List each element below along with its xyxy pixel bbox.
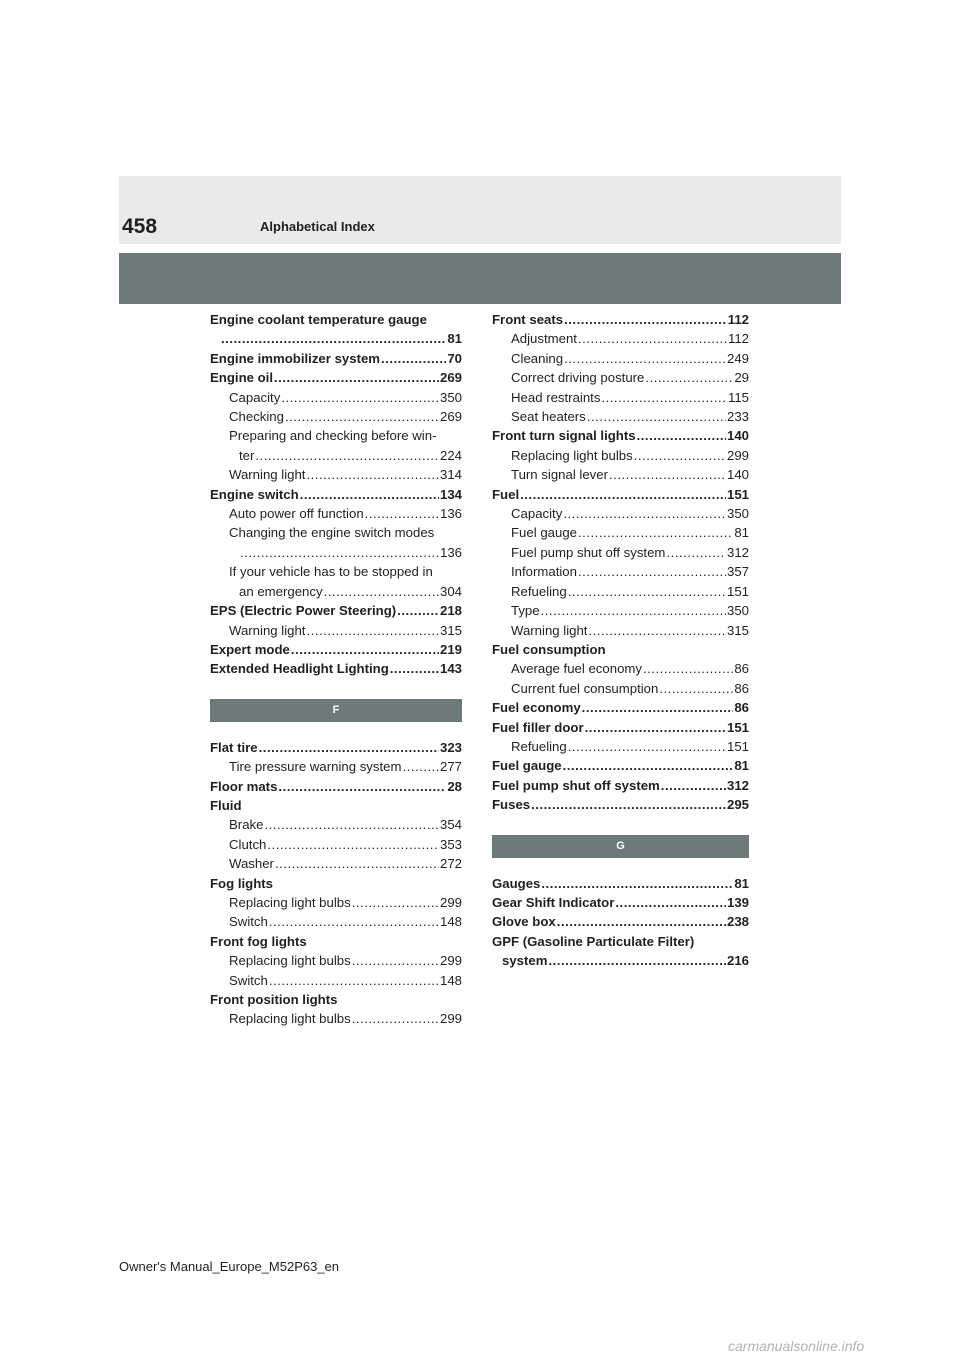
leader-dots <box>585 718 726 737</box>
index-subentry <box>492 659 749 678</box>
page-reference: 112 <box>727 312 749 327</box>
index-subentry <box>210 971 462 990</box>
leader-dots <box>240 543 439 562</box>
leader-dots <box>281 388 439 407</box>
page-reference: 218 <box>439 603 462 619</box>
leader-dots <box>578 523 733 542</box>
entry-label: ter <box>239 447 255 463</box>
header-band <box>119 253 841 304</box>
page-number: 458 <box>122 215 158 238</box>
leader-dots <box>300 485 439 504</box>
entry-label: Replacing light bulbs <box>511 447 633 463</box>
page-reference: 238 <box>726 914 749 930</box>
entry-label: Washer <box>229 856 274 872</box>
index-subentry <box>492 349 749 368</box>
index-subentry <box>492 407 749 426</box>
entry-label: Front fog lights <box>210 933 307 949</box>
entry-label: Fuel consumption <box>492 641 606 657</box>
page-reference: 29 <box>734 370 749 386</box>
leader-dots <box>541 874 733 893</box>
index-entry <box>210 796 462 815</box>
page-reference: 249 <box>726 350 749 366</box>
footer-text: Owner's Manual_Europe_M52P63_en <box>119 1259 340 1274</box>
leader-dots <box>259 738 439 757</box>
leader-dots <box>564 310 727 329</box>
entry-label: Engine oil <box>210 370 274 386</box>
index-subentry <box>492 621 749 640</box>
page-reference: 295 <box>726 797 749 813</box>
index-entry <box>210 368 462 387</box>
entry-label: Clutch <box>229 836 267 852</box>
entry-label: Fuel <box>492 486 520 502</box>
index-subentry <box>492 679 749 698</box>
page-reference: 136 <box>439 544 462 560</box>
entry-label: an emergency <box>239 583 323 599</box>
page-reference: 312 <box>726 777 749 793</box>
index-entry <box>210 310 462 329</box>
entry-label: Warning light <box>511 622 588 638</box>
index-entry <box>492 310 749 329</box>
leader-dots <box>269 971 439 990</box>
index-entry <box>492 718 749 737</box>
entry-label: Tire pressure warning system <box>229 759 402 775</box>
leader-dots <box>352 1009 439 1028</box>
entry-label: Expert mode <box>210 641 290 657</box>
page-reference: 70 <box>447 350 462 366</box>
leader-dots <box>643 659 733 678</box>
index-entry <box>210 738 462 757</box>
leader-dots <box>637 426 726 445</box>
page-reference: 115 <box>727 389 749 405</box>
entry-label: Checking <box>229 409 284 425</box>
page-reference: 148 <box>439 972 462 988</box>
leader-dots <box>306 621 439 640</box>
entry-label: Flat tire <box>210 739 258 755</box>
page-reference: 314 <box>439 467 462 483</box>
leader-dots <box>285 407 439 426</box>
page-reference: 272 <box>439 856 462 872</box>
index-entry <box>210 874 462 893</box>
entry-label: Front turn signal lights <box>492 428 636 444</box>
index-subentry <box>210 854 462 873</box>
page-reference: 269 <box>439 370 462 386</box>
leader-dots <box>274 368 439 387</box>
entry-label: Warning light <box>229 467 306 483</box>
index-subentry <box>210 407 462 426</box>
leader-dots <box>659 679 733 698</box>
page-reference: 28 <box>447 778 462 794</box>
leader-dots <box>390 659 439 678</box>
index-subentry <box>210 446 462 465</box>
leader-dots <box>221 329 446 348</box>
entry-label: Average fuel economy <box>511 661 642 677</box>
entry-label: Fuel pump shut off system <box>492 777 660 793</box>
leader-dots <box>563 756 734 775</box>
index-subentry <box>492 737 749 756</box>
entry-label: Brake <box>229 817 264 833</box>
index-entry <box>492 776 749 795</box>
page-reference: 143 <box>439 661 462 677</box>
leader-dots <box>645 368 733 387</box>
index-subentry <box>210 893 462 912</box>
leader-dots <box>587 407 726 426</box>
entry-label: Switch <box>229 914 268 930</box>
page-reference: 81 <box>734 525 749 541</box>
index-subentry <box>492 329 749 348</box>
index-entry <box>210 329 462 348</box>
entry-label: Refueling <box>511 738 567 754</box>
entry-label: GPF (Gasoline Particulate Filter) <box>492 933 695 949</box>
index-entry <box>210 349 462 368</box>
leader-dots <box>291 640 439 659</box>
entry-label: Replacing light bulbs <box>229 1011 351 1027</box>
page-reference: 219 <box>439 641 462 657</box>
leader-dots <box>324 582 439 601</box>
entry-label: Front position lights <box>210 992 338 1007</box>
leader-dots <box>264 815 439 834</box>
index-subentry <box>210 543 462 562</box>
index-entry <box>492 932 749 951</box>
leader-dots <box>397 601 439 620</box>
index-subentry <box>210 621 462 640</box>
page-reference: 136 <box>439 506 462 522</box>
page-reference: 148 <box>439 914 462 930</box>
entry-label: Capacity <box>511 506 563 522</box>
index-subentry <box>210 815 462 834</box>
index-entry <box>492 698 749 717</box>
leader-dots <box>267 835 439 854</box>
index-subentry <box>210 1009 462 1028</box>
index-subentry <box>210 835 462 854</box>
page-reference: 151 <box>726 738 749 754</box>
entry-label: Engine immobilizer system <box>210 350 381 366</box>
page-reference: 315 <box>726 622 749 638</box>
page-reference: 86 <box>734 661 749 677</box>
page-reference: 81 <box>734 758 749 774</box>
entry-label: Adjustment <box>511 331 577 347</box>
leader-dots <box>601 388 727 407</box>
index-subentry <box>492 562 749 581</box>
entry-label: Fuel filler door <box>492 719 584 735</box>
page-reference: 299 <box>439 953 462 969</box>
page-reference: 151 <box>726 719 749 735</box>
header-bar <box>119 176 841 244</box>
section-title: Alphabetical Index <box>260 219 375 234</box>
leader-dots <box>563 504 726 523</box>
entry-label: Fuses <box>492 797 531 813</box>
index-entry <box>492 951 749 970</box>
entry-label: Replacing light bulbs <box>229 894 351 910</box>
entry-label: Preparing and checking before win- <box>229 428 437 444</box>
index-subentry <box>492 543 749 562</box>
entry-label: Warning light <box>229 622 306 638</box>
entry-label: Turn signal lever <box>511 467 608 483</box>
entry-label: Capacity <box>229 389 281 405</box>
page-reference: 86 <box>734 700 749 716</box>
leader-dots <box>275 854 439 873</box>
index-entry <box>492 912 749 931</box>
page-reference: 315 <box>439 622 462 638</box>
index-entry <box>492 874 749 893</box>
entry-label: If your vehicle has to be stopped in <box>229 564 433 580</box>
page-reference: 81 <box>447 331 462 347</box>
entry-label: Refueling <box>511 583 567 599</box>
index-entry <box>210 601 462 620</box>
index-subentry <box>492 601 749 620</box>
entry-label: EPS (Electric Power Steering) <box>210 603 397 619</box>
index-subentry <box>492 504 749 523</box>
leader-dots <box>609 465 726 484</box>
page-reference: 357 <box>726 564 749 580</box>
entry-label: Auto power off function <box>229 506 364 522</box>
entry-label: Fuel gauge <box>492 758 562 774</box>
index-entry <box>492 640 749 659</box>
entry-label: Engine coolant temperature gauge <box>210 312 427 327</box>
index-entry <box>210 659 462 678</box>
index-subentry <box>492 388 749 407</box>
entry-label: Seat heaters <box>511 409 586 425</box>
leader-dots <box>568 582 726 601</box>
page-reference: 323 <box>439 739 462 755</box>
leader-dots <box>381 349 446 368</box>
page-reference: 86 <box>734 680 749 696</box>
leader-dots <box>666 543 726 562</box>
index-subentry <box>492 446 749 465</box>
index-entry <box>492 426 749 445</box>
index-subentry <box>210 582 462 601</box>
leader-dots <box>365 504 439 523</box>
leader-dots <box>578 562 726 581</box>
page-reference: 233 <box>726 409 749 425</box>
page-reference: 112 <box>727 331 749 347</box>
entry-label: Fuel economy <box>492 700 581 716</box>
entry-label: Gear Shift Indicator <box>492 894 615 910</box>
leader-dots <box>352 951 439 970</box>
entry-label: Switch <box>229 972 268 988</box>
leader-dots <box>255 446 439 465</box>
watermark: carmanualsonline.info <box>728 1338 865 1354</box>
leader-dots <box>269 912 439 931</box>
entry-label: Current fuel consumption <box>511 680 659 696</box>
index-subentry <box>492 523 749 542</box>
index-subentry <box>210 426 462 445</box>
leader-dots <box>541 601 726 620</box>
index-subentry <box>210 912 462 931</box>
entry-label: Type <box>511 603 540 619</box>
leader-dots <box>661 776 726 795</box>
leader-dots <box>578 329 727 348</box>
page-reference: 151 <box>726 583 749 599</box>
index-entry <box>210 990 462 1009</box>
page-reference: 350 <box>726 506 749 522</box>
index-subentry <box>210 951 462 970</box>
page-reference: 151 <box>726 486 749 502</box>
index-subentry <box>492 465 749 484</box>
page-reference: 134 <box>439 486 462 502</box>
index-subentry <box>210 757 462 776</box>
index-entry <box>210 777 462 796</box>
page-reference: 299 <box>439 894 462 910</box>
page-reference: 216 <box>726 953 749 969</box>
entry-label: Gauges <box>492 875 541 891</box>
index-entry <box>210 640 462 659</box>
leader-dots <box>402 757 439 776</box>
leader-dots <box>564 349 726 368</box>
index-entry <box>492 756 749 775</box>
letter-band: F <box>210 699 462 722</box>
leader-dots <box>531 795 726 814</box>
page-reference: 139 <box>726 894 749 910</box>
index-column-right <box>492 310 749 971</box>
entry-label: Fluid <box>210 797 242 813</box>
entry-label: Head restraints <box>511 389 601 405</box>
page-reference: 304 <box>439 583 462 599</box>
letter-band: G <box>492 835 749 858</box>
leader-dots <box>278 777 446 796</box>
page-reference: 140 <box>726 467 749 483</box>
index-entry <box>210 932 462 951</box>
leader-dots <box>615 893 726 912</box>
page-reference: 350 <box>439 389 462 405</box>
page-reference: 353 <box>439 836 462 852</box>
leader-dots <box>520 485 726 504</box>
index-subentry <box>492 368 749 387</box>
page-reference: 140 <box>726 428 749 444</box>
entry-label: Replacing light bulbs <box>229 953 351 969</box>
leader-dots <box>634 446 726 465</box>
index-entry <box>492 485 749 504</box>
entry-label: Engine switch <box>210 486 299 502</box>
entry-label: Changing the engine switch modes <box>229 525 435 541</box>
entry-label: Fuel pump shut off system <box>511 544 666 560</box>
entry-label: Extended Headlight Lighting <box>210 661 389 677</box>
entry-label: Fog lights <box>210 875 273 891</box>
index-entry <box>210 485 462 504</box>
page-reference: 299 <box>439 1011 462 1027</box>
index-subentry <box>210 465 462 484</box>
entry-label: Floor mats <box>210 778 278 794</box>
index-subentry <box>210 388 462 407</box>
leader-dots <box>306 465 439 484</box>
page-reference: 81 <box>734 875 749 891</box>
leader-dots <box>548 951 726 970</box>
entry-label: system <box>502 953 548 969</box>
page-reference: 277 <box>439 759 462 775</box>
leader-dots <box>352 893 439 912</box>
index-subentry <box>210 562 462 581</box>
leader-dots <box>557 912 726 931</box>
page-reference: 350 <box>726 603 749 619</box>
leader-dots <box>568 737 726 756</box>
index-subentry <box>210 504 462 523</box>
leader-dots <box>588 621 726 640</box>
index-entry <box>492 795 749 814</box>
index-subentry <box>492 582 749 601</box>
page-reference: 224 <box>439 447 462 463</box>
leader-dots <box>582 698 734 717</box>
index-entry <box>492 893 749 912</box>
entry-label: Fuel gauge <box>511 525 577 541</box>
entry-label: Information <box>511 564 577 580</box>
page-reference: 312 <box>726 544 749 560</box>
entry-label: Cleaning <box>511 350 564 366</box>
index-subentry <box>210 523 462 542</box>
entry-label: Glove box <box>492 914 556 930</box>
entry-label: Correct driving posture <box>511 370 645 386</box>
index-column-left <box>210 310 462 1029</box>
page-reference: 354 <box>439 817 462 833</box>
entry-label: Front seats <box>492 312 564 327</box>
page-reference: 299 <box>726 447 749 463</box>
page-reference: 269 <box>439 409 462 425</box>
